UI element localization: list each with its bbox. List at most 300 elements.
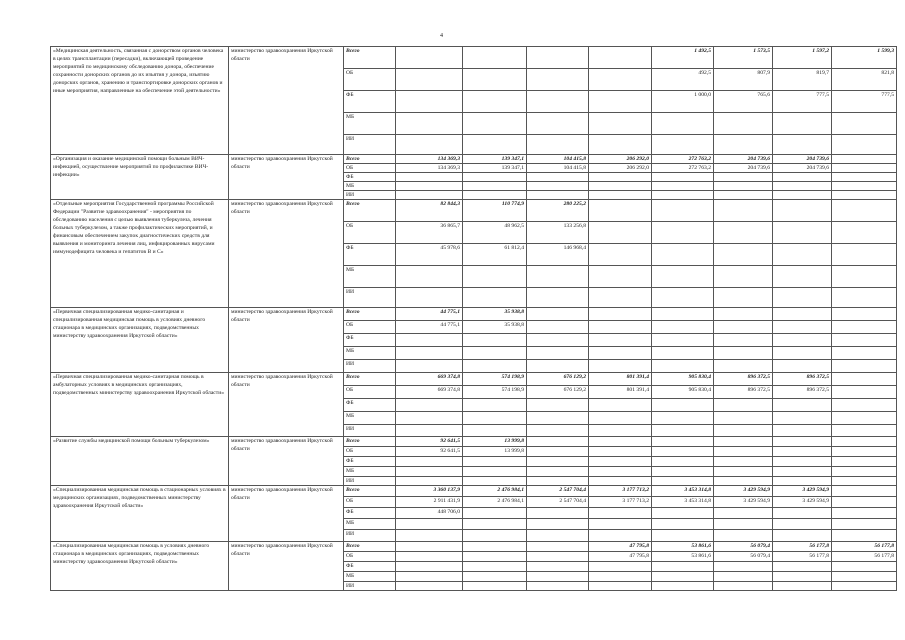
amount-cell: 807,9 [714,69,773,91]
amount-cell [832,582,897,591]
funding-source-label: ОБ [344,222,396,244]
amount-cell [773,334,832,347]
amount-cell [527,412,589,425]
amount-cell [832,244,897,266]
amount-cell [832,508,897,519]
table-row [51,308,897,321]
amount-cell [527,191,589,200]
amount-cell [589,412,652,425]
amount-cell [527,288,589,308]
amount-cell [832,200,897,222]
amount-cell [396,572,463,582]
measure-description: «Организация и оказание медицинской помощи больным ВИЧ-инфекцией, осуществление мероприятий по профилактике ВИЧ-инфекции» [51,155,229,200]
amount-cell [773,222,832,244]
amount-cell [396,457,463,467]
amount-cell [589,47,652,69]
amount-cell: 3 177 713,2 [589,486,652,497]
responsible-executor: министерство здравоохранения Иркутской области [229,486,344,542]
amount-cell [773,113,832,135]
amount-cell [832,155,897,164]
amount-cell [832,347,897,360]
amount-cell: 56 079,4 [714,542,773,552]
amount-cell [396,334,463,347]
amount-cell: 2 476 984,1 [463,486,527,497]
amount-cell [396,135,463,155]
amount-cell [527,519,589,530]
amount-cell [773,182,832,191]
amount-cell: 61 812,4 [463,244,527,266]
funding-source-label: Всего [344,542,396,552]
amount-cell [832,321,897,334]
amount-cell: 204 739,6 [714,164,773,173]
amount-cell [527,321,589,334]
amount-cell: 134 369,3 [396,155,463,164]
funding-source-label: Всего [344,155,396,164]
amount-cell: 1 000,0 [652,91,714,113]
amount-cell: 896 372,5 [773,373,832,386]
table-row [51,437,897,447]
amount-cell [463,347,527,360]
amount-cell [714,288,773,308]
amount-cell [589,288,652,308]
funding-source-label: Всего [344,47,396,69]
amount-cell: 896 372,5 [714,373,773,386]
amount-cell [773,308,832,321]
amount-cell [714,467,773,477]
amount-cell [396,399,463,412]
amount-cell [463,334,527,347]
amount-cell [773,191,832,200]
amount-cell: 2 476 984,1 [463,497,527,508]
amount-cell [714,399,773,412]
amount-cell [652,519,714,530]
amount-cell [652,200,714,222]
funding-source-label: МБ [344,412,396,425]
amount-cell: 669 374,8 [396,386,463,399]
amount-cell [832,399,897,412]
funding-source-label: ОБ [344,321,396,334]
funding-source-label: ОБ [344,552,396,562]
amount-cell [527,399,589,412]
responsible-executor: министерство здравоохранения Иркутской области [229,437,344,486]
amount-cell [463,266,527,288]
amount-cell [396,542,463,552]
amount-cell [527,334,589,347]
amount-cell [714,477,773,486]
amount-cell [463,425,527,437]
amount-cell: 777,5 [832,91,897,113]
amount-cell: 56 177,8 [773,552,832,562]
amount-cell [714,182,773,191]
amount-cell [527,437,589,447]
amount-cell: 206 292,0 [589,164,652,173]
responsible-executor: министерство здравоохранения Иркутской области [229,542,344,591]
amount-cell [463,572,527,582]
amount-cell: 53 861,6 [652,552,714,562]
amount-cell [652,173,714,182]
amount-cell [463,508,527,519]
amount-cell [652,530,714,542]
funding-source-label: Всего [344,200,396,222]
amount-cell [589,457,652,467]
amount-cell [396,91,463,113]
amount-cell: 92 641,5 [396,447,463,457]
amount-cell [773,321,832,334]
amount-cell [652,222,714,244]
amount-cell [714,321,773,334]
amount-cell [396,467,463,477]
amount-cell [832,113,897,135]
amount-cell: 896 372,5 [714,386,773,399]
amount-cell [589,113,652,135]
amount-cell [463,530,527,542]
amount-cell [714,508,773,519]
amount-cell [527,347,589,360]
amount-cell [773,467,832,477]
amount-cell [652,447,714,457]
amount-cell: 1 597,2 [773,47,832,69]
funding-source-label: ОБ [344,164,396,173]
funding-source-label: МБ [344,572,396,582]
amount-cell [714,457,773,467]
amount-cell [714,266,773,288]
amount-cell [652,477,714,486]
amount-cell [589,191,652,200]
amount-cell [527,266,589,288]
amount-cell [396,552,463,562]
funding-source-label: МБ [344,347,396,360]
funding-source-label: ИИ [344,425,396,437]
amount-cell: 139 347,1 [463,164,527,173]
amount-cell: 3 360 137,9 [396,486,463,497]
measure-description: «Отдельные мероприятия Государственной программы Российской Федерации "Развитие здравоохранения" - мероприятия по обследованию населения с целью выявления туберкулеза, лечения больных туберкулезом, а также профилактических мероприятий, и финансовым обеспечением закупок диагностических средств для выявления и мониторинга лечения лиц, инфицированных вирусами иммунодефицита человека и гепатитов В и С» [51,200,229,308]
amount-cell [832,412,897,425]
amount-cell [652,582,714,591]
funding-table [50,46,897,591]
amount-cell [652,266,714,288]
amount-cell: 574 198,9 [463,373,527,386]
amount-cell [652,467,714,477]
amount-cell: 82 844,3 [396,200,463,222]
amount-cell [832,288,897,308]
amount-cell [714,530,773,542]
amount-cell [714,200,773,222]
amount-cell [832,164,897,173]
amount-cell [396,477,463,486]
measure-description: «Развитие службы медицинской помощи больным туберкулезом» [51,437,229,486]
amount-cell [714,519,773,530]
amount-cell [773,519,832,530]
funding-source-label: ОБ [344,69,396,91]
responsible-executor: министерство здравоохранения Иркутской области [229,308,344,373]
amount-cell [527,308,589,321]
amount-cell [589,467,652,477]
amount-cell: 92 641,5 [396,437,463,447]
amount-cell: 13 999,8 [463,437,527,447]
table-row [51,373,897,386]
amount-cell [527,508,589,519]
measure-description: «Первичная специализированная медико-санитарная и специализированная медицинская помощь в условиях дневного стационара в медицинских организациях, подведомственных министерству здравоохранения Иркутской области» [51,308,229,373]
amount-cell: 44 775,1 [396,308,463,321]
amount-cell [773,508,832,519]
amount-cell: 676 129,2 [527,386,589,399]
amount-cell [652,457,714,467]
measure-description: «Медицинская деятельность, связанная с донорством органов человека в целях трансплантации (пересадки), включающей проведение мероприятий по медицинскому обследованию донора, обеспечение сохранности донорских органов до их изъятия у донора, изъятию донорских органов, хранению и транспортировке донорских органов и иные мероприятия, направленные на обеспечение этой деятельности» [51,47,229,155]
table-row [51,486,897,497]
amount-cell [527,135,589,155]
amount-cell [589,135,652,155]
amount-cell: 48 962,5 [463,222,527,244]
amount-cell [589,425,652,437]
amount-cell [832,486,897,497]
amount-cell [463,519,527,530]
amount-cell [714,222,773,244]
amount-cell [773,572,832,582]
amount-cell [463,582,527,591]
amount-cell [652,412,714,425]
amount-cell [463,412,527,425]
amount-cell [832,308,897,321]
amount-cell: 905 830,4 [652,373,714,386]
amount-cell [463,69,527,91]
amount-cell: 47 795,8 [589,552,652,562]
amount-cell [589,399,652,412]
amount-cell [773,457,832,467]
funding-source-label: ИИ [344,191,396,200]
amount-cell [396,562,463,572]
amount-cell: 574 198,9 [463,386,527,399]
amount-cell: 821,8 [832,69,897,91]
amount-cell [832,562,897,572]
amount-cell: 206 292,0 [589,155,652,164]
amount-cell: 2 911 431,9 [396,497,463,508]
amount-cell [773,288,832,308]
amount-cell [714,347,773,360]
amount-cell [396,191,463,200]
amount-cell [589,200,652,222]
amount-cell [773,266,832,288]
amount-cell: 104 415,8 [527,164,589,173]
amount-cell: 1 573,5 [714,47,773,69]
amount-cell [714,135,773,155]
amount-cell [652,508,714,519]
amount-cell [832,173,897,182]
amount-cell [652,244,714,266]
amount-cell: 35 938,8 [463,321,527,334]
amount-cell [527,447,589,457]
amount-cell [714,447,773,457]
amount-cell [832,222,897,244]
amount-cell [773,447,832,457]
table-row [51,542,897,552]
amount-cell [589,347,652,360]
amount-cell [589,321,652,334]
amount-cell [589,572,652,582]
amount-cell [463,552,527,562]
amount-cell [832,497,897,508]
funding-source-label: МБ [344,182,396,191]
amount-cell [463,135,527,155]
amount-cell: 45 978,6 [396,244,463,266]
amount-cell: 3 429 594,9 [773,486,832,497]
funding-source-label: ИИ [344,288,396,308]
amount-cell: 13 999,8 [463,447,527,457]
amount-cell [396,288,463,308]
amount-cell [714,582,773,591]
amount-cell [396,47,463,69]
amount-cell [832,425,897,437]
amount-cell [589,308,652,321]
funding-source-label: ИИ [344,135,396,155]
amount-cell: 146 968,4 [527,244,589,266]
amount-cell [527,552,589,562]
amount-cell: 3 177 713,2 [589,497,652,508]
amount-cell [832,191,897,200]
amount-cell [714,173,773,182]
funding-source-label: ФБ [344,244,396,266]
table-row [51,155,897,164]
amount-cell [527,69,589,91]
amount-cell: 448 706,0 [396,508,463,519]
amount-cell [832,572,897,582]
amount-cell [773,347,832,360]
table-row [51,47,897,69]
amount-cell: 3 429 594,9 [714,486,773,497]
funding-source-label: Всего [344,486,396,497]
amount-cell: 1 599,3 [832,47,897,69]
amount-cell [652,572,714,582]
amount-cell [396,360,463,373]
amount-cell [714,244,773,266]
amount-cell [773,135,832,155]
amount-cell [589,334,652,347]
amount-cell [652,182,714,191]
amount-cell: 3 453 314,8 [652,486,714,497]
amount-cell [463,173,527,182]
amount-cell [714,191,773,200]
amount-cell [652,308,714,321]
funding-source-label: ИИ [344,477,396,486]
amount-cell [527,360,589,373]
responsible-executor: министерство здравоохранения Иркутской области [229,155,344,200]
measure-description: «Специализированная медицинская помощь в условиях дневного стационара в медицинских организациях, подведомственных министерству здравоохранения Иркутской области» [51,542,229,591]
amount-cell [589,530,652,542]
amount-cell [773,200,832,222]
amount-cell [714,360,773,373]
amount-cell: 36 865,7 [396,222,463,244]
amount-cell [396,182,463,191]
amount-cell: 56 079,4 [714,552,773,562]
amount-cell [396,530,463,542]
amount-cell [714,412,773,425]
amount-cell [589,437,652,447]
amount-cell [463,542,527,552]
amount-cell [589,582,652,591]
amount-cell [463,467,527,477]
amount-cell: 134 369,3 [396,164,463,173]
funding-source-label: ФБ [344,399,396,412]
funding-source-label: Всего [344,308,396,321]
amount-cell [589,91,652,113]
amount-cell [527,91,589,113]
amount-cell [652,191,714,200]
amount-cell [396,519,463,530]
amount-cell [652,437,714,447]
amount-cell [527,47,589,69]
amount-cell [527,477,589,486]
funding-source-label: МБ [344,519,396,530]
amount-cell [396,347,463,360]
funding-source-label: ФБ [344,562,396,572]
amount-cell [773,530,832,542]
amount-cell [589,266,652,288]
amount-cell [714,562,773,572]
amount-cell [527,182,589,191]
amount-cell [773,477,832,486]
amount-cell [714,425,773,437]
amount-cell [527,582,589,591]
amount-cell [527,467,589,477]
amount-cell [652,347,714,360]
amount-cell [396,113,463,135]
amount-cell: 492,5 [652,69,714,91]
amount-cell [832,519,897,530]
amount-cell [589,477,652,486]
amount-cell: 104 415,8 [527,155,589,164]
amount-cell [463,457,527,467]
amount-cell [652,288,714,308]
amount-cell: 110 774,9 [463,200,527,222]
amount-cell: 3 429 594,9 [773,497,832,508]
amount-cell [652,135,714,155]
amount-cell [527,173,589,182]
amount-cell [832,386,897,399]
amount-cell [773,360,832,373]
amount-cell [832,266,897,288]
amount-cell: 35 938,8 [463,308,527,321]
funding-source-label: Всего [344,373,396,386]
amount-cell [832,447,897,457]
amount-cell [589,562,652,572]
amount-cell [652,334,714,347]
amount-cell [832,360,897,373]
amount-cell [832,437,897,447]
amount-cell [832,373,897,386]
amount-cell [714,113,773,135]
amount-cell: 896 372,5 [773,386,832,399]
amount-cell: 3 453 314,8 [652,497,714,508]
amount-cell [527,562,589,572]
amount-cell: 133 256,8 [527,222,589,244]
amount-cell [773,244,832,266]
responsible-executor: министерство здравоохранения Иркутской области [229,200,344,308]
funding-source-label: ИИ [344,530,396,542]
amount-cell [527,572,589,582]
funding-source-label: ОБ [344,386,396,399]
amount-cell: 272 763,2 [652,155,714,164]
amount-cell: 272 763,2 [652,164,714,173]
amount-cell: 47 795,8 [589,542,652,552]
amount-cell: 676 129,2 [527,373,589,386]
amount-cell [832,530,897,542]
amount-cell [832,135,897,155]
amount-cell [396,266,463,288]
amount-cell [527,113,589,135]
responsible-executor: министерство здравоохранения Иркутской области [229,373,344,437]
amount-cell [714,572,773,582]
amount-cell [589,222,652,244]
funding-source-label: ФБ [344,457,396,467]
